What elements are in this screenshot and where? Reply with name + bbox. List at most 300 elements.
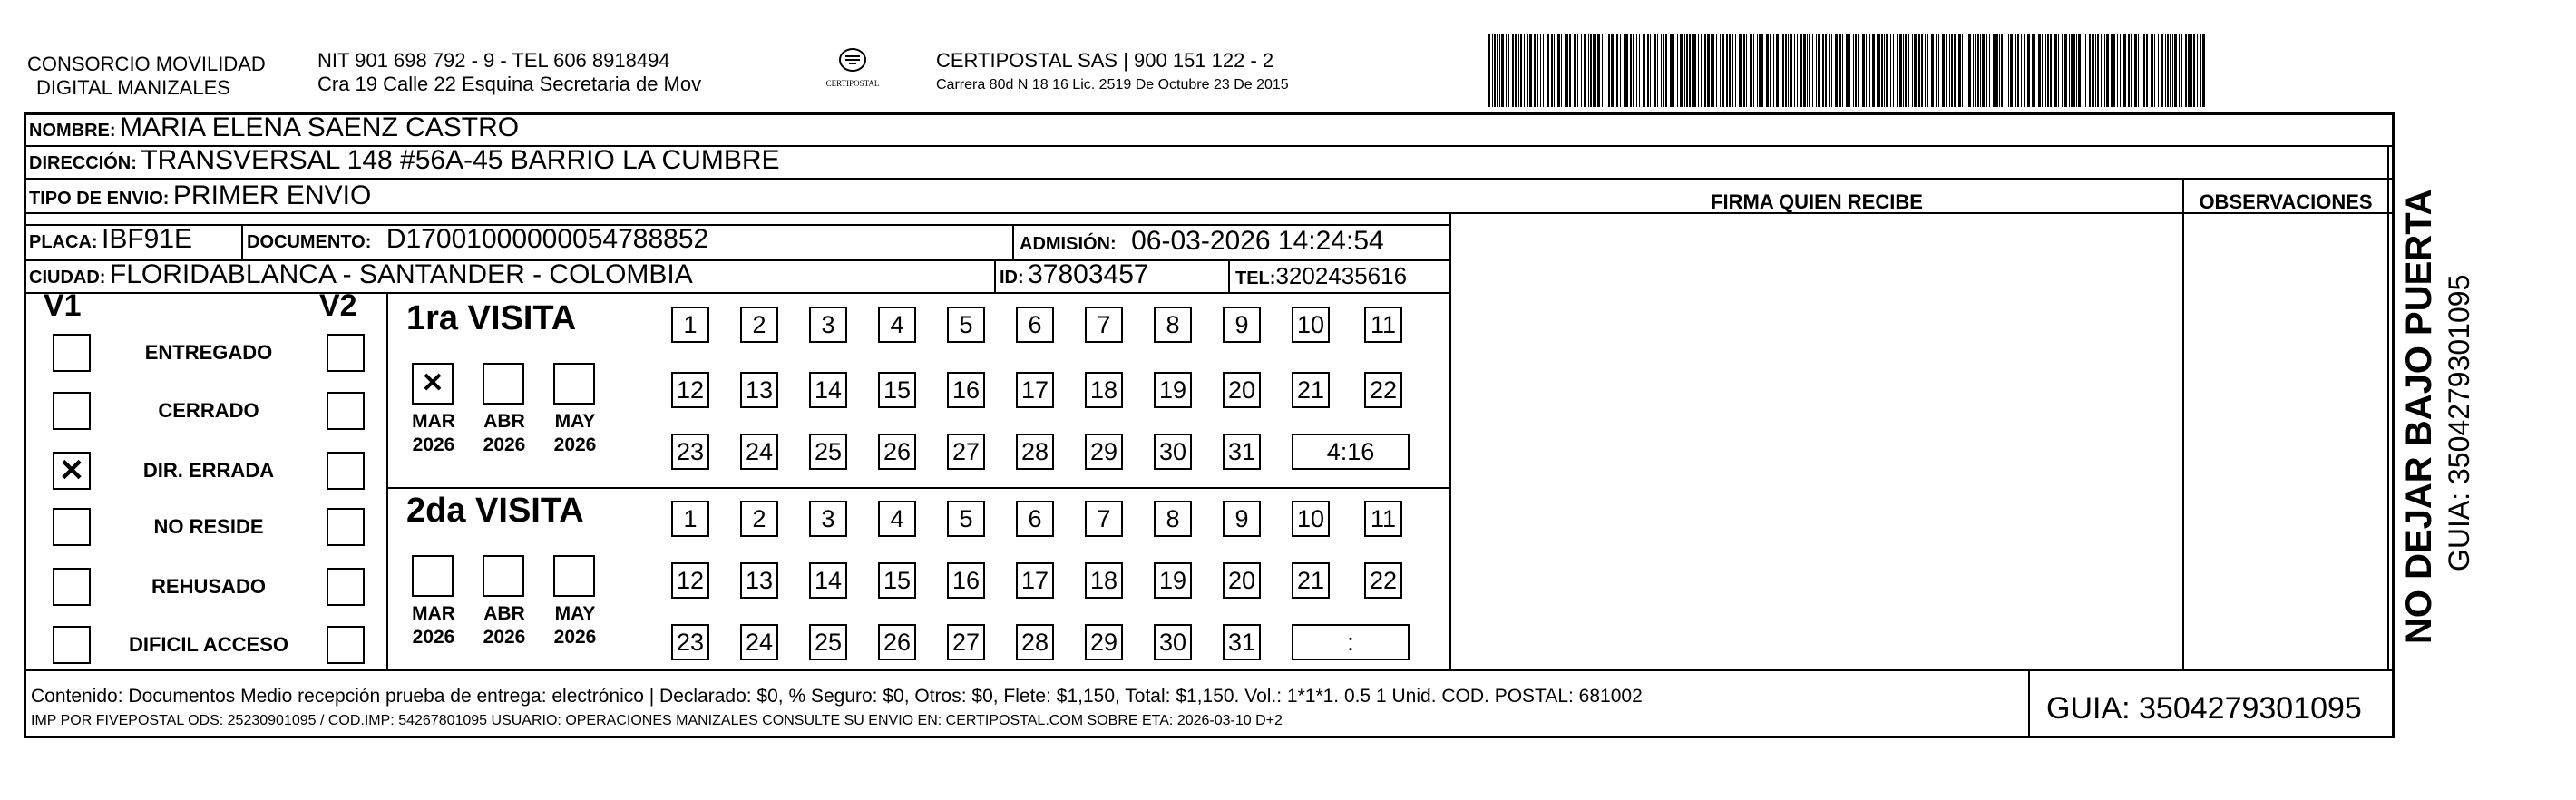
barcode-bar (1540, 34, 1541, 107)
barcode-bar (1701, 34, 1702, 107)
nombre-value: MARIA ELENA SAENZ CASTRO (120, 112, 520, 142)
month-label (477, 410, 532, 457)
barcode-bar (1914, 34, 1917, 107)
status-option-label: DIR. ERRADA (142, 459, 275, 482)
barcode-bar (2191, 34, 2192, 107)
barcode-bar (1797, 34, 1798, 107)
direccion-label: DIRECCIÓN: (29, 153, 137, 173)
barcode-bar (1855, 34, 1857, 107)
barcode-bar (2078, 34, 2081, 107)
barcode-bar (1643, 34, 1645, 107)
first-visit-month-box[interactable] (483, 363, 524, 405)
barcode-bar (1835, 34, 1838, 107)
first-visit-day-29[interactable]: 29 (1085, 434, 1123, 470)
second-visit-day-29[interactable]: 29 (1085, 624, 1123, 660)
barcode-bar (2045, 34, 2046, 107)
placa-field (29, 224, 192, 255)
barcode-bar (1581, 34, 1582, 107)
barcode-bar (2034, 34, 2035, 107)
barcode-bar (1975, 34, 1976, 107)
barcode-bar (1547, 34, 1549, 107)
second-visit-day-28[interactable]: 28 (1016, 624, 1054, 660)
barcode-bar (1527, 34, 1528, 107)
barcode-bar (1862, 34, 1865, 107)
second-visit-day-16[interactable]: 16 (947, 562, 985, 599)
barcode-bar (1822, 34, 1824, 107)
second-visit-day-24[interactable]: 24 (740, 624, 778, 660)
first-visit-time-box[interactable]: 4:16 (1292, 434, 1410, 470)
nombre-label: NOMBRE: (29, 121, 116, 141)
first-visit-day-19[interactable]: 19 (1154, 372, 1192, 408)
first-visit-day-18[interactable]: 18 (1085, 372, 1123, 408)
barcode-bar (1803, 34, 1806, 107)
barcode-bar (1593, 34, 1595, 107)
first-visit-day-21[interactable]: 21 (1292, 372, 1330, 408)
barcode-bar (1746, 34, 1747, 107)
second-visit-day-12[interactable]: 12 (671, 562, 709, 599)
direccion-field (29, 145, 780, 176)
barcode-bar (2104, 34, 2105, 107)
barcode-bar (1773, 34, 1774, 107)
barcode-bar (1869, 34, 1870, 107)
barcode-bar (1809, 34, 1810, 107)
second-visit-day-26[interactable]: 26 (878, 624, 916, 660)
barcode-bar (1989, 34, 1990, 107)
barcode-bar (2111, 34, 2113, 107)
month-name: ABR (483, 603, 525, 624)
barcode-bar (1849, 34, 1850, 107)
side-warning: NO DEJAR BAJO PUERTA (2399, 189, 2439, 644)
logo-text: CERTIPOSTAL (825, 79, 880, 88)
month-label (406, 602, 461, 649)
barcode-bar (2017, 34, 2019, 107)
barcode-bar (1973, 34, 1974, 107)
v1-checkbox-4[interactable] (53, 508, 91, 546)
barcode-bar (2069, 34, 2070, 107)
first-visit-day-20[interactable]: 20 (1223, 372, 1261, 408)
barcode-bar (2092, 34, 2094, 107)
second-visit-day-21[interactable]: 21 (1292, 562, 1330, 599)
barcode-bar (2161, 34, 2163, 107)
barcode-bar (2128, 34, 2130, 107)
barcode-bar (2095, 34, 2096, 107)
first-visit-day-27[interactable]: 27 (947, 434, 985, 470)
barcode-bar (2015, 34, 2016, 107)
barcode-bar (1927, 34, 1928, 107)
month-year: 2026 (412, 627, 455, 648)
barcode-bar (1537, 34, 1538, 107)
barcode-bar (2062, 34, 2063, 107)
first-visit-day-14[interactable]: 14 (809, 372, 847, 408)
first-visit-day-25[interactable]: 25 (809, 434, 847, 470)
first-visit-day-12[interactable]: 12 (671, 372, 709, 408)
barcode-bar (1673, 34, 1674, 107)
second-visit-day-17[interactable]: 17 (1016, 562, 1054, 599)
barcode-bar (1925, 34, 1926, 107)
barcode-bar (1877, 34, 1878, 107)
barcode-bar (1720, 34, 1721, 107)
barcode-bar (1508, 34, 1509, 107)
second-visit-day-1[interactable]: 1 (671, 501, 709, 537)
barcode-bar (1704, 34, 1706, 107)
observations-area[interactable] (2186, 214, 2386, 668)
barcode-bar (2024, 34, 2025, 107)
barcode-bar (2076, 34, 2077, 107)
ciudad-field (29, 259, 693, 290)
logo-icon (834, 45, 871, 74)
barcode-bar (1951, 34, 1953, 107)
barcode-bar (1893, 34, 1894, 107)
barcode-bar (1946, 34, 1947, 107)
month-name: MAY (554, 411, 596, 432)
v1-checkbox-6[interactable] (53, 626, 91, 664)
barcode-bar (1494, 34, 1496, 107)
first-visit-day-6[interactable]: 6 (1016, 307, 1054, 343)
first-visit-title: 1ra VISITA (406, 299, 577, 337)
second-visit-day-31[interactable]: 31 (1223, 624, 1261, 660)
first-visit-day-23[interactable]: 23 (671, 434, 709, 470)
footer-imp: IMP POR FIVEPOSTAL ODS: 25230901095 / COD.IMP: 54267801095 USUARIO: OPERACIONES MANIZALES CONSULTE SU ENVIO EN: CERTIPOSTAL.COM SOBRE ETA: 2026-03-10 D+2 (31, 713, 1283, 728)
barcode-bar (1565, 34, 1566, 107)
barcode-bar (1788, 34, 1789, 107)
second-visit-day-7[interactable]: 7 (1085, 501, 1123, 537)
barcode-bar (1942, 34, 1945, 107)
barcode-bar (1881, 34, 1883, 107)
barcode-bar (1654, 34, 1656, 107)
barcode-bar (1818, 34, 1820, 107)
barcode-bar (1750, 34, 1752, 107)
barcode-bar (1707, 34, 1710, 107)
month-year: 2026 (483, 434, 526, 455)
barcode-bar (1968, 34, 1971, 107)
barcode-bar (1492, 34, 1493, 107)
barcode-bar (1501, 34, 1504, 107)
status-option-label: ENTREGADO (144, 341, 273, 364)
firma-header: FIRMA QUIEN RECIBE (1711, 190, 1923, 213)
barcode-bar (1982, 34, 1985, 107)
second-visit-day-2[interactable]: 2 (740, 501, 778, 537)
barcode-bar (1677, 34, 1678, 107)
barcode-bar (1735, 34, 1736, 107)
v1-checkbox-5[interactable] (53, 568, 91, 606)
barcode-bar (1684, 34, 1685, 107)
second-visit-day-22[interactable]: 22 (1364, 562, 1402, 599)
barcode-bar (1757, 34, 1758, 107)
barcode-bar (1842, 34, 1843, 107)
placa-value: IBF91E (102, 224, 193, 254)
second-visit-day-25[interactable]: 25 (809, 624, 847, 660)
barcode-bar (1853, 34, 1854, 107)
barcode-bar (2146, 34, 2148, 107)
barcode-bar (1931, 34, 1934, 107)
barcode-bar (2172, 34, 2173, 107)
barcode-bar (1743, 34, 1745, 107)
barcode-bar (2167, 34, 2169, 107)
certipostal-address: Carrera 80d N 18 16 Lic. 2519 De Octubre 23 De 2015 (936, 77, 1289, 93)
status-option-label: CERRADO (158, 399, 259, 422)
barcode-bar (1608, 34, 1610, 107)
barcode-bar (1689, 34, 1691, 107)
id-field (1000, 259, 1149, 290)
second-visit-day-10[interactable]: 10 (1292, 501, 1330, 537)
first-visit-day-5[interactable]: 5 (947, 307, 985, 343)
second-visit-day-30[interactable]: 30 (1154, 624, 1192, 660)
v2-checkbox-2[interactable] (327, 392, 365, 430)
v2-checkbox-3[interactable] (327, 452, 365, 490)
first-visit-day-4[interactable]: 4 (878, 307, 916, 343)
barcode-bar (1816, 34, 1817, 107)
barcode-bar (1949, 34, 1950, 107)
barcode-bar (2179, 34, 2180, 107)
documento-value: D17001000000054788852 (385, 224, 709, 254)
barcode-bar (1602, 34, 1603, 107)
first-visit-day-10[interactable]: 10 (1292, 307, 1330, 343)
first-visit-day-13[interactable]: 13 (740, 372, 778, 408)
barcode-bar (1912, 34, 1913, 107)
barcode-bar (1753, 34, 1754, 107)
status-option-label: DIFICIL ACCESO (128, 633, 288, 656)
barcode-bar (1999, 34, 2000, 107)
barcode-bar (1831, 34, 1832, 107)
barcode-bar (1577, 34, 1578, 107)
barcode-bar (1506, 34, 1507, 107)
barcode-bar (1630, 34, 1632, 107)
month-label (548, 602, 602, 649)
barcode-bar (1858, 34, 1859, 107)
barcode-bar (2071, 34, 2073, 107)
barcode-bar (1692, 34, 1693, 107)
second-visit-day-19[interactable]: 19 (1154, 562, 1192, 599)
barcode-bar (1650, 34, 1651, 107)
barcode-bar (1993, 34, 1995, 107)
certipostal-logo (821, 45, 884, 88)
company-line-2: DIGITAL MANIZALES (36, 76, 230, 99)
barcode-bar (1625, 34, 1628, 107)
barcode-bar (1534, 34, 1536, 107)
barcode-bar (1647, 34, 1649, 107)
first-visit-day-9[interactable]: 9 (1223, 307, 1261, 343)
barcode-bar (1633, 34, 1634, 107)
barcode-bar (1899, 34, 1902, 107)
barcode-bar (2120, 34, 2121, 107)
v2-checkbox-6[interactable] (327, 626, 365, 664)
first-visit-day-22[interactable]: 22 (1364, 372, 1402, 408)
barcode-bar (1595, 34, 1596, 107)
barcode-bar (1722, 34, 1724, 107)
barcode-bar (1657, 34, 1658, 107)
barcode-bar (1665, 34, 1667, 107)
barcode-bar (1782, 34, 1784, 107)
first-visit-day-3[interactable]: 3 (809, 307, 847, 343)
second-visit-day-18[interactable]: 18 (1085, 562, 1123, 599)
first-visit-day-31[interactable]: 31 (1223, 434, 1261, 470)
first-visit-day-17[interactable]: 17 (1016, 372, 1054, 408)
barcode-bar (2123, 34, 2126, 107)
barcode-bar (2101, 34, 2102, 107)
certipostal-info (936, 49, 1289, 94)
status-option-label: REHUSADO (151, 575, 266, 598)
barcode-bar (1886, 34, 1888, 107)
footer-guia: GUIA: 3504279301095 (2046, 691, 2362, 726)
barcode-bar (1597, 34, 1600, 107)
barcode-bar (1825, 34, 1827, 107)
second-visit-day-27[interactable]: 27 (947, 624, 985, 660)
month-year: 2026 (412, 434, 455, 455)
barcode-bar (2008, 34, 2009, 107)
second-visit-day-20[interactable]: 20 (1223, 562, 1261, 599)
first-visit-day-15[interactable]: 15 (878, 372, 916, 408)
documento-field (247, 224, 708, 255)
first-visit-month-box[interactable] (553, 363, 595, 405)
month-name: MAR (412, 603, 455, 624)
barcode-bar (1770, 34, 1771, 107)
barcode-bar (2202, 34, 2205, 107)
barcode-bar (1785, 34, 1787, 107)
first-visit-day-7[interactable]: 7 (1085, 307, 1123, 343)
barcode-bar (2085, 34, 2086, 107)
barcode-bar (1611, 34, 1614, 107)
second-visit-day-3[interactable]: 3 (809, 501, 847, 537)
barcode-bar (1846, 34, 1849, 107)
barcode-bar (2117, 34, 2118, 107)
v2-checkbox-5[interactable] (327, 568, 365, 606)
second-visit-day-8[interactable]: 8 (1154, 501, 1192, 537)
barcode-bar (1661, 34, 1662, 107)
v2-checkbox-1[interactable] (327, 334, 365, 372)
barcode-bar (1670, 34, 1673, 107)
barcode-bar (1686, 34, 1688, 107)
v2-checkbox-4[interactable] (327, 508, 365, 546)
barcode-bar (1958, 34, 1961, 107)
first-visit-day-1[interactable]: 1 (671, 307, 709, 343)
barcode-bar (1584, 34, 1586, 107)
barcode-bar (1488, 34, 1490, 107)
month-year: 2026 (483, 627, 526, 648)
barcode-bar (1829, 34, 1830, 107)
month-name: ABR (483, 411, 525, 432)
second-visit-day-13[interactable]: 13 (740, 562, 778, 599)
barcode-bar (1759, 34, 1761, 107)
barcode-bar (1921, 34, 1923, 107)
status-option-label: NO RESIDE (153, 515, 264, 538)
barcode-bar (1739, 34, 1742, 107)
barcode-bar (1663, 34, 1664, 107)
admision-label: ADMISIÓN: (1020, 234, 1117, 254)
barcode-bar (1515, 34, 1517, 107)
barcode-bar (2089, 34, 2091, 107)
barcode (1488, 34, 2213, 107)
barcode-bar (1766, 34, 1769, 107)
barcode-bar (1712, 34, 1714, 107)
v1-checkbox-1[interactable] (53, 334, 91, 372)
barcode-bar (1711, 34, 1712, 107)
barcode-bar (1680, 34, 1683, 107)
barcode-bar (1497, 34, 1498, 107)
barcode-bar (1936, 34, 1937, 107)
admision-value: 06-03-2026 14:24:54 (1131, 226, 1384, 256)
ciudad-value: FLORIDABLANCA - SANTANDER - COLOMBIA (109, 259, 693, 289)
first-visit-month-box[interactable]: ✕ (412, 363, 454, 405)
barcode-bar (1807, 34, 1808, 107)
second-visit-day-4[interactable]: 4 (878, 501, 916, 537)
barcode-bar (1636, 34, 1637, 107)
barcode-bar (2106, 34, 2109, 107)
second-visit-day-11[interactable]: 11 (1364, 501, 1402, 537)
second-visit-time-box[interactable]: : (1292, 624, 1410, 660)
second-visit-day-5[interactable]: 5 (947, 501, 985, 537)
barcode-bar (1980, 34, 1981, 107)
barcode-bar (1908, 34, 1909, 107)
barcode-bar (1884, 34, 1885, 107)
barcode-bar (1524, 34, 1525, 107)
second-visit-day-9[interactable]: 9 (1223, 501, 1261, 537)
nit-line: NIT 901 698 792 - 9 - TEL 606 8918494 (317, 49, 670, 72)
second-visit-day-23[interactable]: 23 (671, 624, 709, 660)
barcode-bar (2054, 34, 2057, 107)
barcode-bar (2170, 34, 2171, 107)
first-visit-day-2[interactable]: 2 (740, 307, 778, 343)
barcode-bar (2027, 34, 2030, 107)
barcode-bar (1620, 34, 1621, 107)
barcode-bar (2181, 34, 2182, 107)
certipostal-line: CERTIPOSTAL SAS | 900 151 122 - 2 (936, 49, 1274, 72)
barcode-bar (1529, 34, 1532, 107)
second-visit-month-box[interactable] (412, 555, 454, 597)
barcode-bar (1716, 34, 1717, 107)
barcode-bar (1518, 34, 1519, 107)
first-visit-day-16[interactable]: 16 (947, 372, 985, 408)
first-visit-day-28[interactable]: 28 (1016, 434, 1054, 470)
barcode-bar (1639, 34, 1640, 107)
barcode-bar (1977, 34, 1979, 107)
placa-label: PLACA: (29, 232, 98, 252)
first-visit-day-30[interactable]: 30 (1154, 434, 1192, 470)
barcode-bar (2165, 34, 2166, 107)
second-visit-month-box[interactable] (553, 555, 595, 597)
second-visit-day-15[interactable]: 15 (878, 562, 916, 599)
month-label (406, 410, 461, 457)
barcode-bar (1897, 34, 1898, 107)
v1-checkbox-2[interactable] (53, 392, 91, 430)
barcode-bar (1726, 34, 1728, 107)
barcode-bar (2058, 34, 2059, 107)
barcode-bar (2138, 34, 2139, 107)
barcode-bar (2185, 34, 2187, 107)
second-visit-day-6[interactable]: 6 (1016, 501, 1054, 537)
barcode-bar (1698, 34, 1699, 107)
barcode-bar (2050, 34, 2052, 107)
barcode-bar (2064, 34, 2067, 107)
barcode-bar (1878, 34, 1880, 107)
barcode-bar (2193, 34, 2195, 107)
first-visit-day-26[interactable]: 26 (878, 434, 916, 470)
first-visit-day-8[interactable]: 8 (1154, 307, 1192, 343)
second-visit-month-box[interactable] (483, 555, 524, 597)
v1-checkbox-3[interactable]: ✕ (53, 452, 91, 490)
first-visit-day-24[interactable]: 24 (740, 434, 778, 470)
barcode-bar (1566, 34, 1568, 107)
first-visit-day-11[interactable]: 11 (1364, 307, 1402, 343)
barcode-bar (2042, 34, 2043, 107)
second-visit-day-14[interactable]: 14 (809, 562, 847, 599)
barcode-bar (2131, 34, 2132, 107)
barcode-bar (1590, 34, 1592, 107)
side-guia: GUIA: 3504279301095 (2443, 274, 2475, 571)
barcode-bar (2047, 34, 2049, 107)
company-contact (317, 49, 701, 96)
barcode-bar (2200, 34, 2201, 107)
signature-area[interactable] (1453, 214, 2181, 668)
